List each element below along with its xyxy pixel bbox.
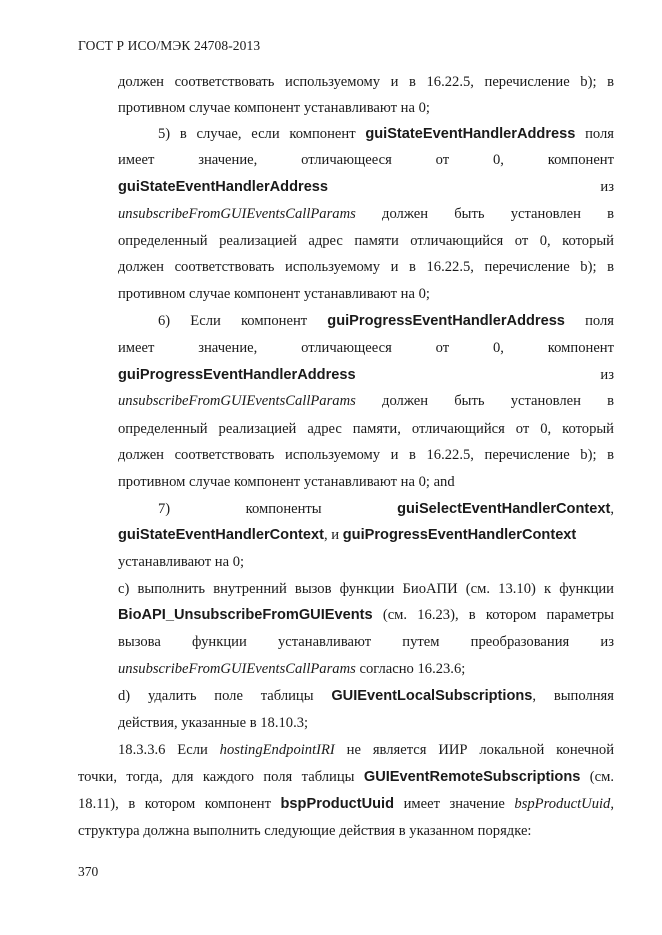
param-term: unsubscribeFromGUIEventsCallParams [118, 661, 356, 677]
text-line: c) выполнить внутренний вызов функции БиоАПИ (см. 13.10) к функции [118, 581, 614, 597]
text-line: устанавливают на 0; [118, 554, 245, 570]
text-line: 5) в случае, если компонент guiStateEventHandlerAddress поля [158, 126, 615, 142]
code-term: guiStateEventHandlerAddress [365, 126, 576, 142]
text-line: имеет значение, отличающееся от 0, компонент [118, 340, 614, 356]
code-term: bspProductUuid [280, 796, 395, 812]
text-line: действия, указанные в 18.10.3; [118, 715, 309, 731]
page-header: ГОСТ Р ИСО/МЭК 24708-2013 [78, 38, 261, 53]
code-term: guiSelectEventHandlerContext [397, 501, 611, 517]
text-line: guiProgressEventHandlerAddress из [118, 367, 614, 383]
param-term: unsubscribeFromGUIEventsCallParams [118, 206, 356, 222]
text-line: определенный реализацией адрес памяти, отличающийся от 0, который [118, 421, 614, 437]
text-line: противном случае компонент устанавливают на 0; and [118, 474, 455, 490]
text-line: guiStateEventHandlerContext, и guiProgressEventHandlerContext [118, 527, 577, 543]
text-line: должен соответствовать используемому и в 16.22.5, перечисление b); в [118, 259, 614, 275]
text-line: вызова функции устанавливают путем преобразования из [118, 634, 614, 650]
code-term: guiProgressEventHandlerAddress [118, 367, 356, 383]
text-line: 6) Если компонент guiProgressEventHandlerAddress поля [158, 313, 614, 329]
text-line: точки, тогда, для каждого поля таблицы GUIEventRemoteSubscriptions (см. [78, 769, 614, 785]
text-line: 18.11), в котором компонент bspProductUuid имеет значение bspProductUuid, [78, 796, 614, 812]
param-term: bspProductUuid [514, 796, 611, 812]
code-term: GUIEventRemoteSubscriptions [363, 769, 581, 785]
code-term: guiProgressEventHandlerContext [342, 527, 577, 543]
text-line: структура должна выполнить следующие действия в указанном порядке: [78, 823, 532, 839]
code-term: GUIEventLocalSubscriptions [331, 688, 533, 704]
text-line: определенный реализацией адрес памяти отличающийся от 0, который [118, 233, 614, 249]
code-term: guiProgressEventHandlerAddress [327, 313, 565, 329]
text-line: d) удалить поле таблицы GUIEventLocalSubscriptions, выполняя [118, 688, 614, 704]
text-line: guiStateEventHandlerAddress из [118, 179, 614, 195]
text-line: BioAPI_UnsubscribeFromGUIEvents (см. 16.23), в котором параметры [118, 607, 614, 623]
param-term: unsubscribeFromGUIEventsCallParams [118, 393, 356, 409]
code-term: BioAPI_UnsubscribeFromGUIEvents [118, 607, 373, 623]
text-line: имеет значение, отличающееся от 0, компонент [118, 152, 614, 168]
code-term: guiStateEventHandlerAddress [118, 179, 329, 195]
text-line: unsubscribeFromGUIEventsCallParams должен быть установлен в [118, 393, 614, 409]
text-line: unsubscribeFromGUIEventsCallParams согласно 16.23.6; [118, 661, 466, 677]
text-line: 18.3.3.6 Если hostingEndpointIRI не является ИИР локальной конечной [118, 742, 615, 758]
text-line: должен соответствовать используемому и в 16.22.5, перечисление b); в [118, 74, 614, 90]
text-line: противном случае компонент устанавливают на 0; [118, 100, 430, 116]
param-term: hostingEndpointIRI [219, 742, 335, 758]
text-line: 7) компоненты guiSelectEventHandlerContext, [158, 501, 614, 517]
code-term: guiStateEventHandlerContext [118, 527, 324, 543]
text-line: unsubscribeFromGUIEventsCallParams должен быть установлен в [118, 206, 614, 222]
text-line: должен соответствовать используемому и в 16.22.5, перечисление b); в [118, 447, 614, 463]
text-line: противном случае компонент устанавливают на 0; [118, 286, 430, 302]
page-number: 370 [78, 864, 99, 879]
